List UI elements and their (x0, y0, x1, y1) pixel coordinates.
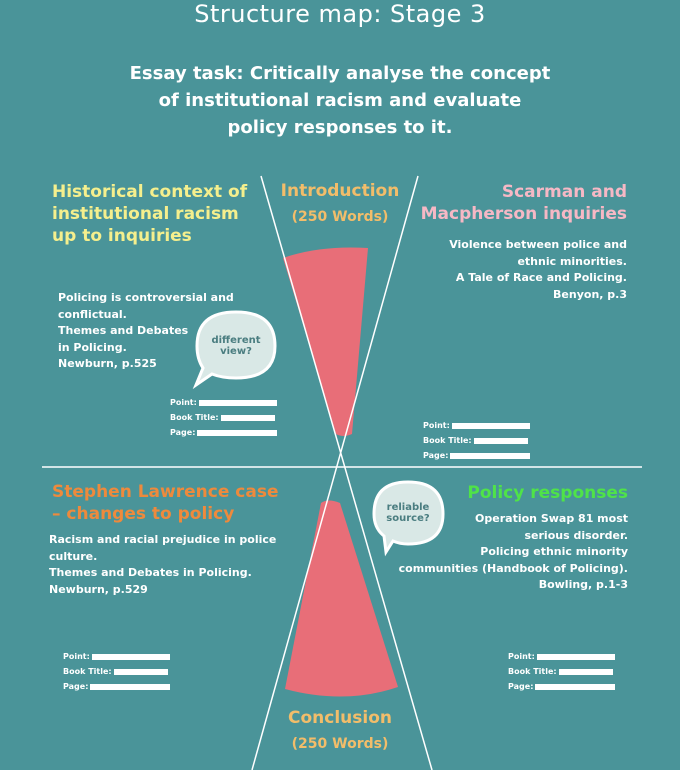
fields-bottom-left (63, 649, 170, 694)
scarman-body-line: A Tale of Race and Policing. (455, 271, 627, 284)
page-input[interactable] (450, 453, 530, 459)
intro-heading: Introduction (280, 181, 400, 201)
field-point (423, 418, 530, 433)
policy-body-line: Policing ethnic minority (480, 545, 628, 558)
bubble-text-line: view? (220, 346, 252, 357)
bubble-text-line: reliable (386, 502, 430, 513)
bubble-reliable-source-text (375, 502, 441, 524)
field-label: Book Title: (423, 436, 472, 445)
historical-heading-line: Historical context of (52, 182, 248, 202)
intro-words: (250 Words) (291, 209, 389, 225)
historical-body-line: Policing is controversial and (58, 291, 234, 304)
bubble-text-line: different (211, 335, 261, 346)
policy-body-line: Operation Swap 81 most (475, 512, 628, 525)
book-title-input[interactable] (114, 669, 168, 675)
field-label: Book Title: (508, 667, 557, 676)
historical-body-line: Themes and Debates (58, 324, 189, 337)
scarman-heading (421, 181, 627, 225)
conclusion-heading: Conclusion (288, 708, 392, 728)
field-book-title (423, 433, 530, 448)
historical-body (58, 290, 234, 373)
field-point (170, 395, 277, 410)
essay-task-line: of institutional racism and evaluate (158, 90, 522, 111)
field-book-title (63, 664, 170, 679)
point-input[interactable] (199, 400, 277, 406)
historical-heading-line: institutional racism (52, 204, 239, 224)
scarman-body-line: Benyon, p.3 (553, 287, 627, 301)
bubble-different-view-text (200, 335, 272, 357)
field-label: Page: (170, 428, 196, 437)
field-label: Book Title: (170, 413, 219, 422)
policy-heading: Policy responses (467, 483, 628, 503)
essay-task (80, 60, 600, 141)
fields-top-right (423, 418, 530, 463)
scarman-body-line: Violence between police and (449, 238, 627, 251)
historical-heading-line: up to inquiries (52, 226, 192, 246)
policy-body-line: serious disorder. (524, 528, 628, 542)
scarman-body (449, 237, 627, 303)
stephen-body (49, 532, 276, 598)
scarman-heading-line: Scarman and (501, 182, 627, 202)
field-label: Point: (423, 421, 450, 430)
page-title: Structure map: Stage 3 (194, 0, 486, 28)
policy-body-line: Bowling, p.1-3 (538, 578, 628, 591)
field-label: Page: (508, 682, 534, 691)
policy-body-line: communities (Handbook of Policing). (398, 561, 628, 575)
page-input[interactable] (535, 684, 615, 690)
stephen-body-line: culture. (49, 549, 98, 563)
field-label: Point: (508, 652, 535, 661)
page-input[interactable] (90, 684, 170, 690)
conclusion-words: (250 Words) (291, 736, 389, 752)
scarman-heading-line: Macpherson inquiries (420, 204, 627, 224)
book-title-input[interactable] (474, 438, 528, 444)
stephen-heading-line: – changes to policy (52, 504, 235, 524)
historical-body-line: Newburn, p.525 (58, 357, 157, 370)
stephen-body-line: Themes and Debates in Policing. (49, 566, 252, 579)
historical-heading (52, 181, 247, 247)
field-label: Page: (63, 682, 89, 691)
fields-bottom-right (508, 649, 615, 694)
field-page (63, 679, 170, 694)
book-title-input[interactable] (221, 415, 275, 421)
stephen-body-line: Newburn, p.529 (49, 582, 148, 596)
field-label: Point: (170, 398, 197, 407)
scarman-body-line: ethnic minorities. (517, 254, 627, 268)
fields-top-left (170, 395, 277, 440)
field-book-title (170, 410, 277, 425)
historical-body-line: conflictual. (58, 307, 127, 321)
book-title-input[interactable] (559, 669, 613, 675)
stephen-heading-line: Stephen Lawrence case (52, 482, 279, 502)
field-page (423, 448, 530, 463)
field-point (63, 649, 170, 664)
point-input[interactable] (452, 423, 530, 429)
stephen-heading (52, 481, 278, 525)
stephen-body-line: Racism and racial prejudice in police (49, 533, 277, 546)
field-book-title (508, 664, 615, 679)
bubble-text-line: source? (386, 513, 430, 524)
point-input[interactable] (537, 654, 615, 660)
page-input[interactable] (197, 430, 277, 436)
essay-task-line: policy responses to it. (227, 117, 453, 138)
field-label: Page: (423, 451, 449, 460)
field-page (170, 425, 277, 440)
point-input[interactable] (92, 654, 170, 660)
field-label: Point: (63, 652, 90, 661)
historical-body-line: in Policing. (58, 340, 127, 354)
field-point (508, 649, 615, 664)
essay-task-line: Essay task: Critically analyse the concept (129, 63, 551, 84)
field-page (508, 679, 615, 694)
field-label: Book Title: (63, 667, 112, 676)
top-wedge (283, 247, 368, 436)
